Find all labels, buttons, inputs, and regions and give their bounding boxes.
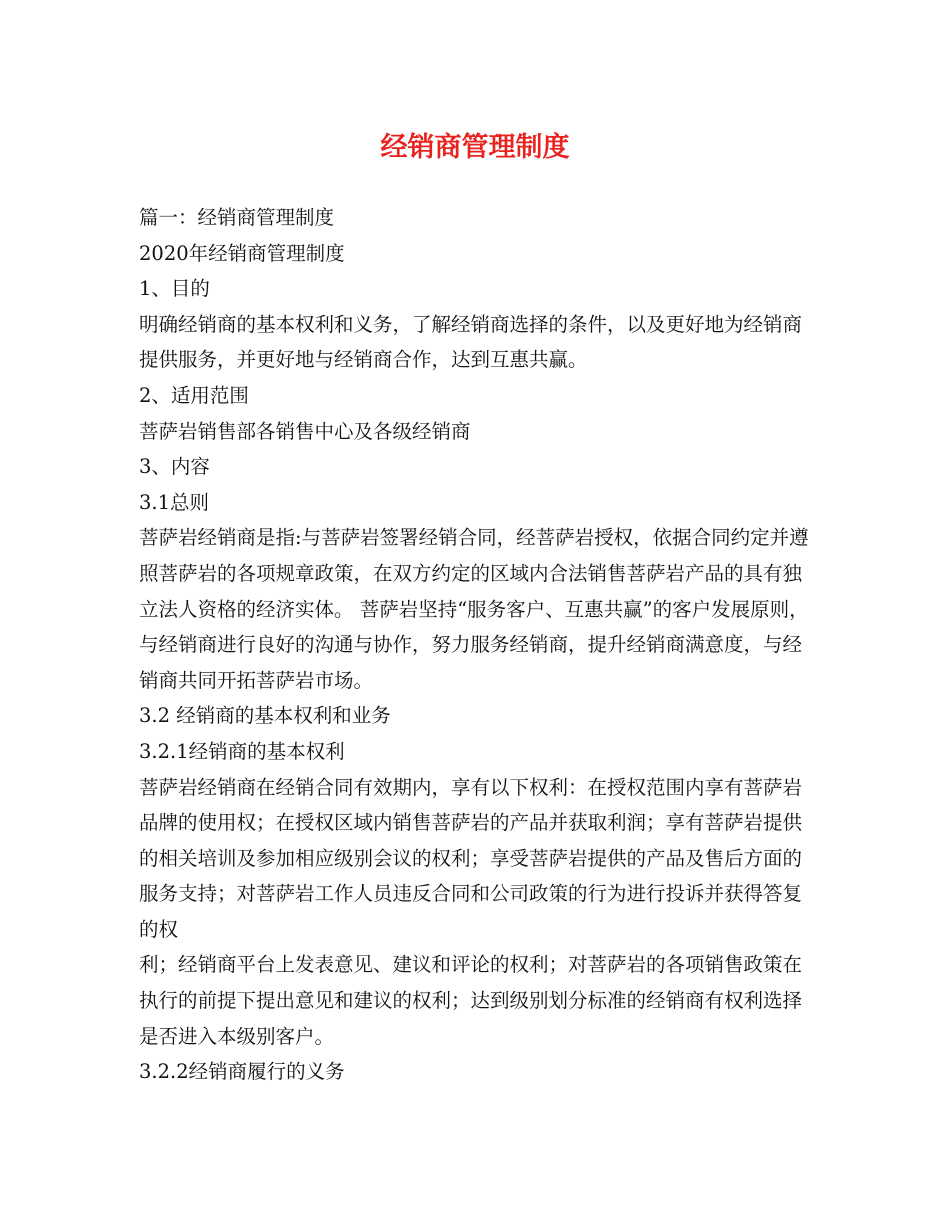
section-heading: 3.2.1经销商的基本权利 — [139, 739, 345, 763]
body-paragraph: 菩萨岩销售部各销售中心及各级经销商 — [139, 419, 471, 443]
body-paragraph: 菩萨岩经销商在经销合同有效期内，享有以下权利：在授权范围内享有菩萨岩品牌的使用权；在授权区域内销售菩萨岩的产品并获取利润；享有菩萨岩提供的相关培训及参加相应级别会议的权利；享受菩萨岩提供的产品及售后方面的服务支持；对菩萨岩工作人员违反合同和公司政策的行为进行投诉并获得答复的权 — [139, 775, 803, 941]
body-paragraph: 利；经销商平台上发表意见、建议和评论的权利；对菩萨岩的各项销售政策在执行的前提下提出意见和建议的权利；达到级别划分标准的经销商有权利选择是否进入本级别客户。 — [139, 953, 803, 1048]
body-paragraph: 菩萨岩经销商是指:与菩萨岩签署经销合同，经菩萨岩授权，依据合同约定并遵照菩萨岩的各项规章政策，在双方约定的区域内合法销售菩萨岩产品的具有独立法人资格的经济实体。 菩萨岩坚持“服务客户、互惠共赢”的客户发展原则，与经销商进行良好的沟通与协作，努力服务经销商，提升经销商满意度，与经销商共同开拓菩萨岩市场。 — [139, 526, 809, 692]
section-heading: 3.1总则 — [139, 490, 210, 514]
section-heading: 1、目的 — [139, 277, 210, 301]
section-heading: 篇一：经销商管理制度 — [139, 206, 335, 229]
section-heading: 3.2.2经销商履行的义务 — [139, 1060, 345, 1084]
section-heading: 3、内容 — [139, 455, 210, 479]
section-heading: 3.2 经销商的基本权利和业务 — [139, 704, 391, 728]
document-body — [139, 200, 815, 1090]
document-subtitle: 2020年经销商管理制度 — [139, 241, 345, 265]
document-title: 经销商管理制度 — [380, 132, 570, 163]
section-heading: 2、适用范围 — [139, 383, 249, 407]
body-paragraph: 明确经销商的基本权利和义务，了解经销商选择的条件，以及更好地为经销商提供服务，并更好地与经销商合作，达到互惠共赢。 — [139, 312, 803, 372]
